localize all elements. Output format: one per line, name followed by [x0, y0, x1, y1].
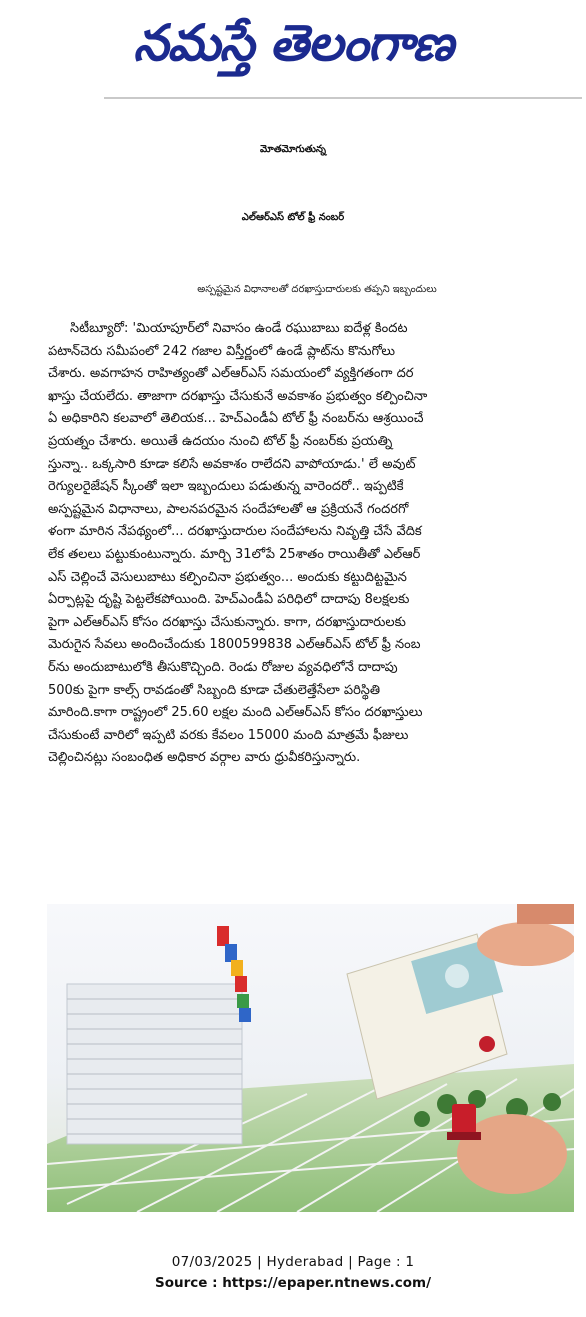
article-body-line: చేశారు. అవగాహన రాహిత్యంతో ఎల్‌ఆర్‌ఎస్‌ సమయంలో వ్యక్తిగతంగా దర — [48, 366, 414, 382]
article-body-line: చెల్లించినట్లు సంబంధిత అధికార వర్గాల వారు ధ్రువీకరిస్తున్నారు. — [48, 750, 361, 766]
file-stack — [67, 926, 251, 1144]
masthead-divider — [104, 97, 582, 99]
article-body-line: ర్‌ను అందుబాటులోకి తీసుకొచ్చింది. రెండు రోజుల వ్యవధిలోనే దాదాపు — [48, 659, 398, 675]
article-body-line: 500కు పైగా కాల్స్‌ రావడంతో సిబ్బంది కూడా చేతులెత్తేసేలా పరిస్థితి — [48, 682, 381, 698]
article-photo-illustration — [47, 904, 574, 1212]
article-body-line: ఏర్పాట్లపై దృష్టి పెట్టలేకపోయింది. హెచ్‌ఎండీఏ పరిధిలో దాదాపు 8లక్షలకు — [48, 592, 410, 608]
masthead — [0, 4, 586, 82]
article-body-line: మారింది.కాగా రాష్ట్రంలో 25.60 లక్షల మంది ఎల్‌ఆర్‌ఎస్‌ కోసం దరఖాస్తులు — [48, 705, 423, 721]
article-body-line: అస్పష్టమైన విధానాలు, పాలనపరమైన సందేహాలతో ఆ ప్రక్రియనే గందరగో — [48, 501, 409, 517]
article-body — [48, 318, 576, 770]
headline-line-2: ఎల్‌ఆర్‌ఎస్‌ టోల్‌ ఫ్రీ నంబర్‌ — [241, 212, 345, 223]
page-footer — [0, 1252, 586, 1294]
article-body-line: స్తున్నా.. ఒక్కసారి కూడా కలిసే అవకాశం రాలేదని వాపోయాడు.' లే అవుట్‌ — [48, 456, 416, 472]
article-subheadline: అస్పష్టమైన విధానాలతో దరఖాస్తుదారులకు తప్పని ఇబ్బందులు — [197, 284, 437, 295]
article-body-line: లేక తలలు పట్టుకుంటున్నారు. మార్చి 31లోపే 25శాతం రాయితీతో ఎల్‌ఆర్‌ — [48, 546, 421, 562]
article-body-line: ళంగా మారిన నేపథ్యంలో... దరఖాస్తుదారుల సందేహాలను నివృత్తి చేసే వేదిక — [48, 524, 422, 540]
article-body-line: ప్రయత్నం చేశారు. అయితే ఉదయం నుంచి టోల్‌ ఫ్రీ నంబర్‌కు ప్రయత్ని — [48, 433, 393, 449]
article-photo — [47, 904, 574, 1212]
article-body-line: మెరుగైన సేవలు అందించేందుకు 1800599838 ఎల్‌ఆర్‌ఎస్‌ టోల్‌ ఫ్రీ నంబ — [48, 637, 421, 653]
article-body-line: చేసుకుంటే వారిలో ఇప్పటి వరకు కేవలం 15000 మంది మాత్రమే ఫీజులు — [48, 727, 409, 743]
article-headline — [0, 118, 586, 250]
article-body-line: ఖాస్తు చేయలేదు. తాజాగా దరఖాస్తు చేసుకునే అవకాశం ప్రభుత్వం కల్పించినా — [48, 388, 428, 404]
footer-source: Source : https://epaper.ntnews.com/ — [154, 1275, 432, 1291]
article-body-line: రెగ్యులరైజేషన్‌ స్కీంతో ఇలా ఇబ్బందులు పడుతున్న వారెందరో.. ఇప్పటికే — [48, 479, 404, 495]
footer-date-location: 07/03/2025 | Hyderabad | Page : 1 — [171, 1254, 415, 1270]
masthead-title: నమస్తే తెలంగాణ — [133, 13, 453, 72]
headline-line-1: మోతమోగుతున్న — [260, 144, 326, 155]
article-body-line: పైగా ఎల్‌ఆర్‌ఎస్‌ కోసం దరఖాస్తు చేసుకున్నారు. కాగా, దరఖాస్తుదారులకు — [48, 614, 406, 630]
article-body-line: ఏ అధికారిని కలవాలో తెలియక... హెచ్‌ఎండీఏ టోల్‌ ఫ్రీ నంబర్‌ను ఆశ్రయించే — [48, 411, 424, 427]
article-body-line: పటాన్‌చెరు సమీపంలో 242 గజాల విస్తీర్ణంలో ఉండే ప్లాట్‌ను కొనుగోలు — [48, 343, 396, 359]
article-body-line: సిటీబ్యూరో: 'మియాపూర్‌లో నివాసం ఉండే రఘుబాబు ఐదేళ్ల కిందట — [70, 321, 408, 336]
article-body-line: ఎస్‌ చెల్లించే వెసులుబాటు కల్పించినా ప్రభుత్వం... అందుకు కట్టుదిట్టమైన — [48, 569, 407, 585]
